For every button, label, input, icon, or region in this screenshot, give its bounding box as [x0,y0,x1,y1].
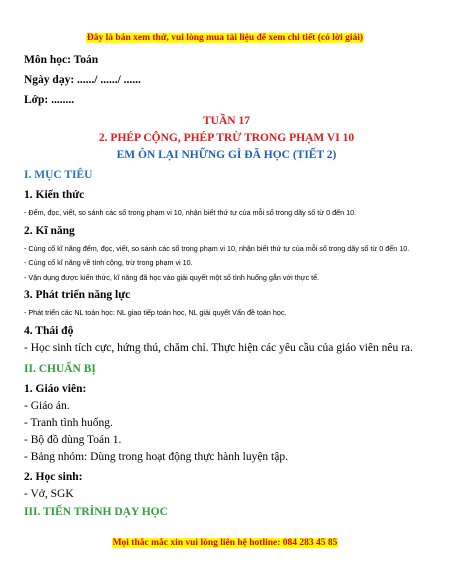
week-title: TUẦN 17 [203,115,250,127]
competency-heading: 3. Phát triển năng lực [24,289,131,301]
student-heading: 2. Học sinh: [24,470,83,483]
preview-banner-text: Đây là bản xem thử, vui lòng mua tài liệu để xem chi tiết (có lời giải) [86,33,364,43]
section-objectives-heading: I. MỤC TIÊU [24,169,93,181]
skills-heading: 2. Kĩ năng [24,224,75,237]
hotline-footer [0,532,450,550]
skills-item: - Củng cố kĩ năng đếm, đọc, viết, so sánh các số trong phạm vi 10, nhận biết thứ tự của mỗi số trong dãy số từ 0 đến 10. [24,243,410,253]
attitude-text: - Học sinh tích cực, hứng thú, chăm chỉ. Thực hiện các yêu cầu của giáo viên nêu ra. [24,341,413,354]
teacher-item: - Bộ đồ dùng Toán 1. [24,433,122,446]
lesson-subtitle: EM ÔN LẠI NHỮNG GÌ ĐÃ HỌC (TIẾT 2) [116,149,337,161]
student-item: - Vở, SGK [24,487,74,500]
document-content [24,50,429,521]
lesson-title: 2. PHÉP CỘNG, PHÉP TRỪ TRONG PHẠM VI 10 [98,132,355,144]
attitude-heading: 4. Thái độ [24,324,74,337]
teacher-heading: 1. Giáo viên: [24,382,87,395]
section-preparation-heading: II. CHUẨN BỊ [24,362,96,375]
section-process-heading: III. TIẾN TRÌNH DẠY HỌC [24,505,168,518]
knowledge-item: - Đếm, đọc, viết, so sánh các số trong phạm vi 10, nhận biết thứ tự của mỗi số trong dãy số từ 0 đến 10. [24,208,357,217]
teacher-item: - Giáo án. [24,399,70,412]
meta-subject: Môn học: Toán [24,54,99,66]
hotline-footer-text: Mọi thắc mắc xin vui lòng liên hệ hotline: 084 283 45 85 [112,538,338,548]
meta-class: Lớp: ........ [24,94,75,106]
teacher-item: - Bảng nhóm: Dùng trong hoạt động thực hành luyện tập. [24,450,288,463]
competency-item: - Phát triển các NL toán học: NL giao tiếp toán học, NL giải quyết Vấn đề toán học. [24,308,287,317]
skills-item: - Củng cố kĩ năng về tính cộng, trừ trong phạm vi 10. [24,258,193,267]
preview-banner [0,27,450,45]
meta-date: Ngày dạy: ....../ ....../ ...... [24,74,141,86]
skills-item: - Vận dụng được kiến thức, kĩ năng đã học vào giải quyết một số tình huống gắn với thực tế. [24,272,320,282]
teacher-item: - Tranh tình huống. [24,416,113,429]
knowledge-heading: 1. Kiến thức [24,189,85,201]
